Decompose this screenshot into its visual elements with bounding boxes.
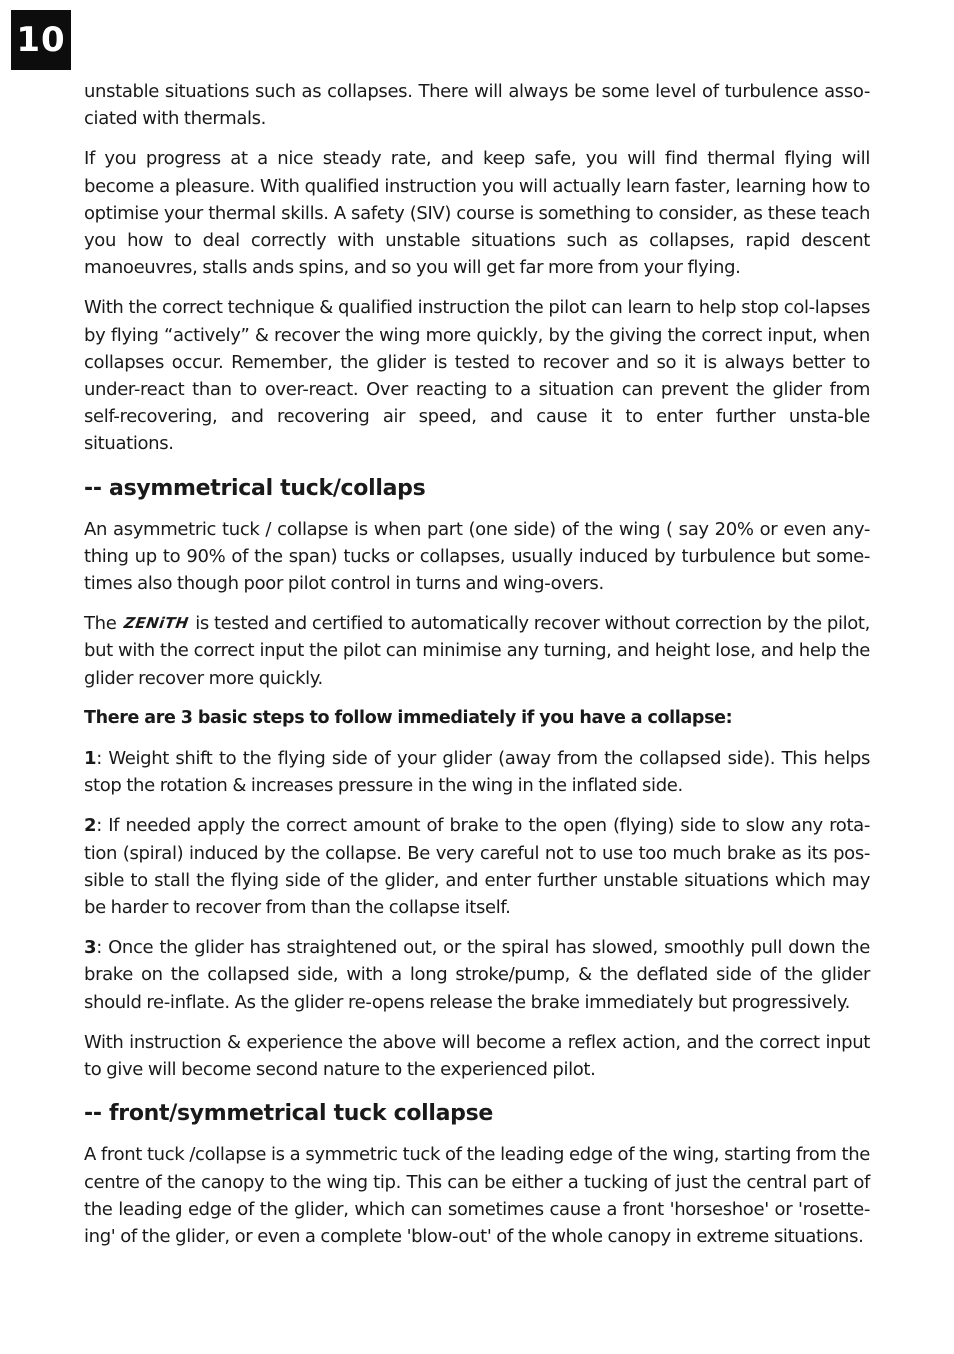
asymmetric-closing-paragraph: With instruction & experience the above will become a reflex action, and the correct input to give will become second nature to the experienced pilot. (84, 1031, 870, 1081)
step-text: : Weight shift to the flying side of your glider (away from the collapsed side). This helps stop the rotation & increases pressure in the wing in the inflated side. (84, 748, 870, 797)
step-item (84, 812, 870, 921)
page-content (84, 78, 870, 1263)
step-number: 3 (84, 937, 97, 959)
intro-paragraph-3: With the correct technique & qualified instruction the pilot can learn to help stop col-lapses by flying “actively” & recover the wing more quickly, by the giving the correct input, when collapses occur. Remember, the glider is tested to recover and so it is always better to under-react than to over-react. Over reacting to a situation can prevent the glider from self-recovering, and recovering air speed, and cause it to enter further unsta-ble situations. (84, 297, 870, 455)
step-number: 1 (84, 748, 97, 770)
step-text: : Once the glider has straightened out, or the spiral has slowed, smoothly pull down the brake on the collapsed side, with a long stroke/pump, & the deflated side of the glider should re-inflate. As the glider re-opens release the brake immediately but progressively. (84, 937, 870, 1013)
asymmetric-paragraph-2 (84, 610, 870, 692)
front-paragraph-1: A front tuck /collapse is a symmetric tuck of the leading edge of the wing, starting from the centre of the canopy to the wing tip. This can be either a tucking of just the central part of the leading edge of the glider, which can sometimes cause a front 'horseshoe' or 'rosette-ing' of the glider, or even a complete 'blow-out' of the whole canopy in extreme situations. (84, 1144, 870, 1247)
page-number: 10 (11, 10, 71, 70)
zenith-logo: ZENiTH (122, 614, 190, 633)
step-number: 2 (84, 815, 97, 837)
paragraph-prefix: The (84, 613, 117, 635)
step-item (84, 934, 870, 1016)
intro-paragraph-2: If you progress at a nice steady rate, and keep safe, you will find thermal flying will become a pleasure. With qualified instruction you will actually learn faster, learning how to optimise your thermal skills. A safety (SIV) course is something to consider, as these teach you how to deal correctly with unstable situations such as collapses, rapid descent manoeuvres, stalls ands spins, and so you will get far more from your flying. (84, 148, 870, 279)
step-item (84, 745, 870, 799)
heading-asymmetrical-tuck: -- asymmetrical tuck/collaps (84, 475, 426, 501)
steps-heading: There are 3 basic steps to follow immediately if you have a collapse: (84, 707, 733, 728)
intro-paragraph-1: unstable situations such as collapses. There will always be some level of turbulence asso-ciated with thermals. (84, 81, 870, 130)
paragraph-suffix: is tested and certified to automatically recover without correction by the pilot, but with the correct input the pilot can minimise any turning, and height lose, and help the glider recover more quickly. (84, 613, 870, 689)
asymmetric-paragraph-1: An asymmetric tuck / collapse is when part (one side) of the wing ( say 20% or even any-thing up to 90% of the span) tucks or collapses, usually induced by turbulence but some-times also though poor pilot control in turns and wing-overs. (84, 518, 870, 595)
heading-front-tuck: -- front/symmetrical tuck collapse (84, 1101, 494, 1127)
step-text: : If needed apply the correct amount of brake to the open (flying) side to slow any rota-tion (spiral) induced by the collapse. Be very careful not to use too much brake as its pos-sible to stall the flying side of the glider, and enter further unstable situations which may be harder to recover from than the collapse itself. (84, 815, 870, 919)
